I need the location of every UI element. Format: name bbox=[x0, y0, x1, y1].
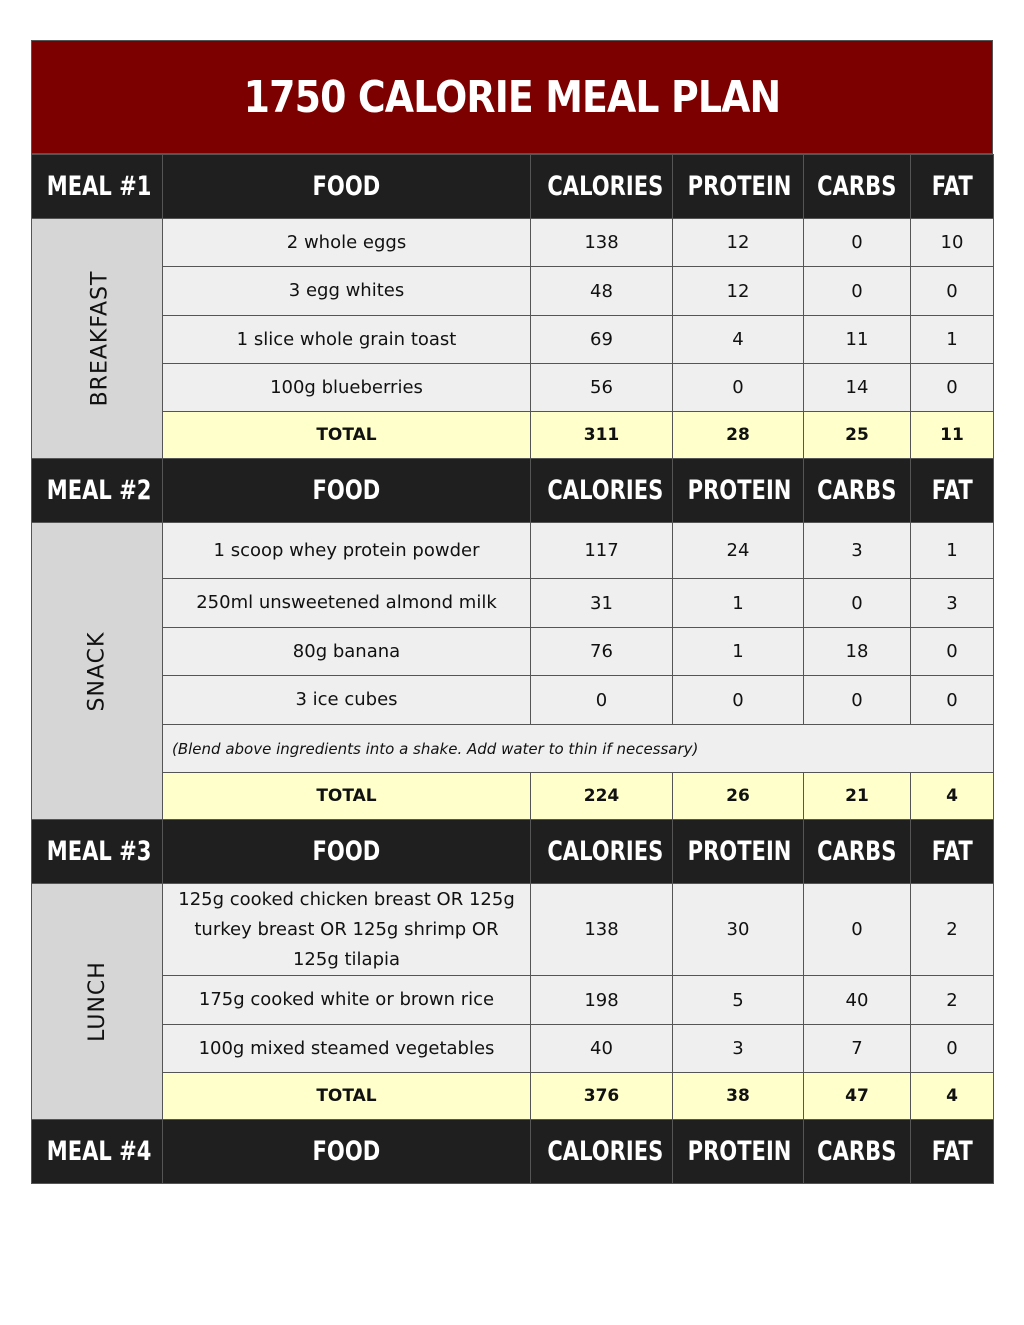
col-carbs bbox=[804, 459, 911, 523]
meal-label bbox=[32, 820, 163, 884]
carbs-cell: 3 bbox=[804, 523, 911, 579]
total-protein: 28 bbox=[673, 412, 804, 459]
table-row bbox=[32, 1025, 994, 1073]
col-food bbox=[163, 459, 531, 523]
protein-cell: 12 bbox=[673, 267, 804, 316]
fat-cell: 2 bbox=[911, 976, 994, 1025]
col-calories-text: CALORIES bbox=[547, 171, 664, 202]
col-food bbox=[163, 155, 531, 219]
table-row bbox=[32, 364, 994, 412]
calories-cell: 198 bbox=[531, 976, 673, 1025]
total-row bbox=[32, 412, 994, 459]
total-calories: 224 bbox=[531, 773, 673, 820]
title-bar bbox=[31, 40, 993, 154]
protein-cell: 3 bbox=[673, 1025, 804, 1073]
col-carbs-text: CARBS bbox=[817, 836, 897, 867]
col-food-text: FOOD bbox=[312, 836, 381, 867]
col-calories-text: CALORIES bbox=[547, 1136, 664, 1167]
col-carbs-text: CARBS bbox=[817, 171, 897, 202]
total-label: TOTAL bbox=[163, 412, 531, 459]
fat-cell: 1 bbox=[911, 316, 994, 364]
table-row bbox=[32, 316, 994, 364]
fat-cell: 1 bbox=[911, 523, 994, 579]
food-cell: 80g banana bbox=[163, 628, 531, 676]
col-carbs bbox=[804, 820, 911, 884]
food-cell: 1 slice whole grain toast bbox=[163, 316, 531, 364]
calories-cell: 48 bbox=[531, 267, 673, 316]
meal-type-label: BREAKFAST bbox=[87, 270, 113, 407]
total-row bbox=[32, 1073, 994, 1120]
col-protein-text: PROTEIN bbox=[687, 1136, 792, 1167]
protein-cell: 30 bbox=[673, 884, 804, 976]
carbs-cell: 0 bbox=[804, 219, 911, 267]
col-calories bbox=[531, 155, 673, 219]
col-fat bbox=[911, 1120, 994, 1184]
col-calories-text: CALORIES bbox=[547, 836, 664, 867]
col-fat-text: FAT bbox=[931, 836, 973, 867]
col-calories bbox=[531, 820, 673, 884]
carbs-cell: 7 bbox=[804, 1025, 911, 1073]
col-carbs bbox=[804, 1120, 911, 1184]
meal-label-text: MEAL #4 bbox=[46, 1136, 152, 1167]
table-row bbox=[32, 267, 994, 316]
calories-cell: 69 bbox=[531, 316, 673, 364]
carbs-cell: 11 bbox=[804, 316, 911, 364]
table-row bbox=[32, 219, 994, 267]
meal-header-row bbox=[32, 820, 994, 884]
meal-header-row bbox=[32, 459, 994, 523]
page-title: 1750 CALORIE MEAL PLAN bbox=[243, 71, 781, 123]
col-fat-text: FAT bbox=[931, 475, 973, 506]
food-cell: 1 scoop whey protein powder bbox=[163, 523, 531, 579]
total-carbs: 47 bbox=[804, 1073, 911, 1120]
fat-cell: 10 bbox=[911, 219, 994, 267]
meal-label-text: MEAL #3 bbox=[46, 836, 152, 867]
protein-cell: 0 bbox=[673, 676, 804, 725]
col-fat bbox=[911, 155, 994, 219]
col-calories bbox=[531, 1120, 673, 1184]
food-cell: 3 egg whites bbox=[163, 267, 531, 316]
carbs-cell: 40 bbox=[804, 976, 911, 1025]
col-food bbox=[163, 1120, 531, 1184]
meal-plan-table bbox=[31, 154, 994, 1184]
meal-label-text: MEAL #2 bbox=[46, 475, 152, 506]
note-row bbox=[32, 725, 994, 773]
protein-cell: 5 bbox=[673, 976, 804, 1025]
protein-cell: 0 bbox=[673, 364, 804, 412]
carbs-cell: 0 bbox=[804, 884, 911, 976]
col-carbs-text: CARBS bbox=[817, 1136, 897, 1167]
table-row bbox=[32, 579, 994, 628]
meal-label bbox=[32, 459, 163, 523]
col-fat bbox=[911, 820, 994, 884]
meal-label bbox=[32, 1120, 163, 1184]
carbs-cell: 14 bbox=[804, 364, 911, 412]
protein-cell: 24 bbox=[673, 523, 804, 579]
protein-cell: 12 bbox=[673, 219, 804, 267]
col-food-text: FOOD bbox=[312, 475, 381, 506]
calories-cell: 40 bbox=[531, 1025, 673, 1073]
total-fat: 4 bbox=[911, 773, 994, 820]
meal-type-cell bbox=[32, 219, 163, 459]
fat-cell: 3 bbox=[911, 579, 994, 628]
food-cell: 125g cooked chicken breast OR 125g turkey breast OR 125g shrimp OR 125g tilapia bbox=[163, 884, 531, 976]
total-row bbox=[32, 773, 994, 820]
col-protein-text: PROTEIN bbox=[687, 836, 792, 867]
food-cell: 250ml unsweetened almond milk bbox=[163, 579, 531, 628]
food-cell: 100g blueberries bbox=[163, 364, 531, 412]
calories-cell: 138 bbox=[531, 884, 673, 976]
col-protein-text: PROTEIN bbox=[687, 171, 792, 202]
meal-header-row bbox=[32, 155, 994, 219]
col-food-text: FOOD bbox=[312, 171, 381, 202]
col-protein bbox=[673, 1120, 804, 1184]
col-protein bbox=[673, 155, 804, 219]
calories-cell: 76 bbox=[531, 628, 673, 676]
food-cell: 3 ice cubes bbox=[163, 676, 531, 725]
protein-cell: 4 bbox=[673, 316, 804, 364]
calories-cell: 138 bbox=[531, 219, 673, 267]
col-carbs-text: CARBS bbox=[817, 475, 897, 506]
calories-cell: 56 bbox=[531, 364, 673, 412]
col-protein bbox=[673, 459, 804, 523]
fat-cell: 2 bbox=[911, 884, 994, 976]
total-calories: 311 bbox=[531, 412, 673, 459]
col-calories bbox=[531, 459, 673, 523]
food-cell: 2 whole eggs bbox=[163, 219, 531, 267]
table-row bbox=[32, 676, 994, 725]
table-row bbox=[32, 628, 994, 676]
total-fat: 4 bbox=[911, 1073, 994, 1120]
calories-cell: 0 bbox=[531, 676, 673, 725]
meal-label-text: MEAL #1 bbox=[46, 171, 152, 202]
carbs-cell: 0 bbox=[804, 676, 911, 725]
col-protein-text: PROTEIN bbox=[687, 475, 792, 506]
col-carbs bbox=[804, 155, 911, 219]
protein-cell: 1 bbox=[673, 628, 804, 676]
protein-cell: 1 bbox=[673, 579, 804, 628]
calories-cell: 31 bbox=[531, 579, 673, 628]
col-food bbox=[163, 820, 531, 884]
note-text: (Blend above ingredients into a shake. Add water to thin if necessary) bbox=[163, 725, 994, 773]
meal-plan-sheet bbox=[31, 40, 993, 1184]
col-fat-text: FAT bbox=[931, 171, 973, 202]
meal-label bbox=[32, 155, 163, 219]
carbs-cell: 0 bbox=[804, 579, 911, 628]
meal-type-cell bbox=[32, 884, 163, 1120]
col-fat-text: FAT bbox=[931, 1136, 973, 1167]
table-row bbox=[32, 976, 994, 1025]
fat-cell: 0 bbox=[911, 364, 994, 412]
total-label: TOTAL bbox=[163, 1073, 531, 1120]
carbs-cell: 18 bbox=[804, 628, 911, 676]
total-protein: 26 bbox=[673, 773, 804, 820]
total-label: TOTAL bbox=[163, 773, 531, 820]
col-protein bbox=[673, 820, 804, 884]
meal-type-label: SNACK bbox=[84, 631, 110, 711]
food-cell: 175g cooked white or brown rice bbox=[163, 976, 531, 1025]
col-calories-text: CALORIES bbox=[547, 475, 664, 506]
meal-type-label: LUNCH bbox=[84, 961, 110, 1042]
calories-cell: 117 bbox=[531, 523, 673, 579]
fat-cell: 0 bbox=[911, 267, 994, 316]
col-fat bbox=[911, 459, 994, 523]
table-row bbox=[32, 884, 994, 976]
fat-cell: 0 bbox=[911, 676, 994, 725]
food-cell: 100g mixed steamed vegetables bbox=[163, 1025, 531, 1073]
table-row bbox=[32, 523, 994, 579]
col-food-text: FOOD bbox=[312, 1136, 381, 1167]
fat-cell: 0 bbox=[911, 1025, 994, 1073]
fat-cell: 0 bbox=[911, 628, 994, 676]
meal-type-cell bbox=[32, 523, 163, 820]
total-carbs: 21 bbox=[804, 773, 911, 820]
carbs-cell: 0 bbox=[804, 267, 911, 316]
total-calories: 376 bbox=[531, 1073, 673, 1120]
total-protein: 38 bbox=[673, 1073, 804, 1120]
total-carbs: 25 bbox=[804, 412, 911, 459]
total-fat: 11 bbox=[911, 412, 994, 459]
meal-header-row bbox=[32, 1120, 994, 1184]
